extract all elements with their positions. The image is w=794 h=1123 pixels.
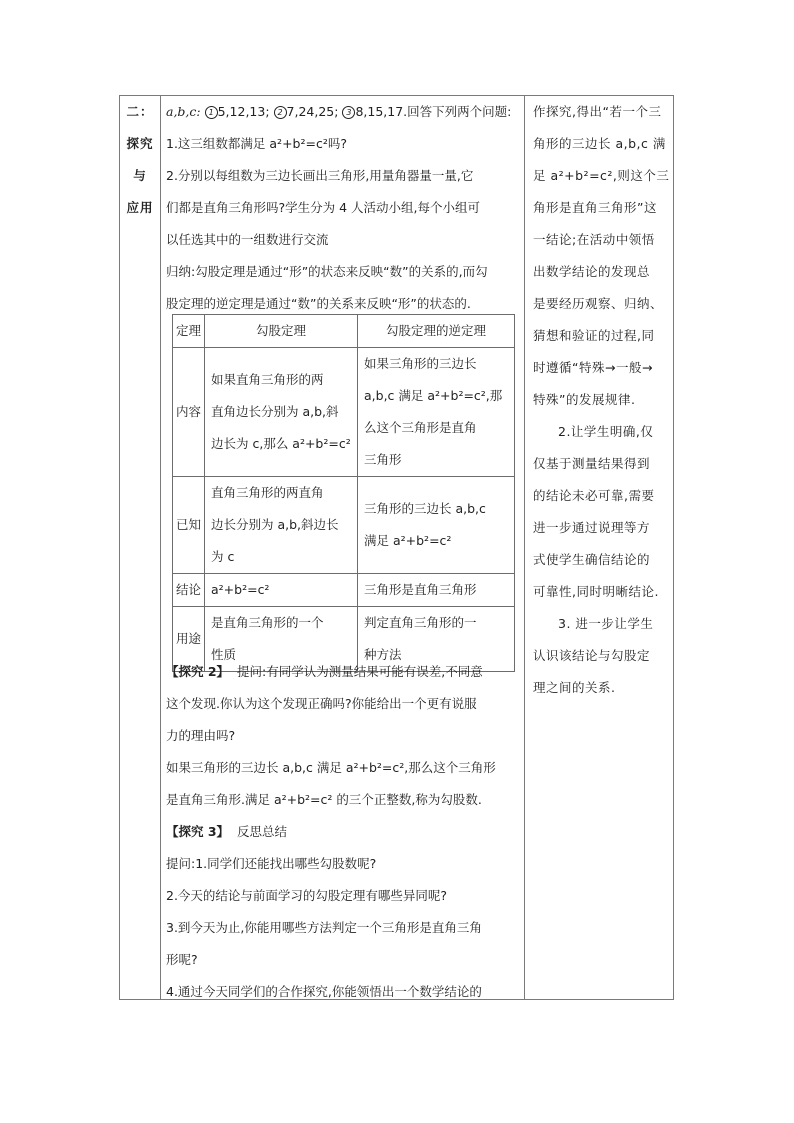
intent-line: 式使学生确信结论的: [533, 552, 651, 567]
cell-line: 性质: [211, 647, 237, 662]
teaching-content-column: [166, 96, 524, 320]
explore-2-text: 提问:有同学认为测量结果可能有误差,不同意: [237, 664, 483, 679]
table-row: [173, 477, 515, 574]
circled-mark: 1: [205, 106, 218, 119]
question-1: 1.这三组数都满足 a²+b²=c²吗?: [166, 136, 347, 151]
cell-line: 边长为 c,那么 a²+b²=c²: [211, 436, 351, 451]
circled-mark: 3: [342, 106, 355, 119]
cell-line: 种方法: [364, 647, 402, 662]
intent-line: 是要经历观察、归纳、: [533, 296, 664, 311]
table-header: 定理: [173, 315, 205, 348]
explore-2-tag: 【探究 2】: [166, 664, 230, 679]
row-label: 结论: [173, 574, 205, 607]
circled-mark: 2: [274, 106, 287, 119]
intent-line: 足 a²+b²=c²,则这个三: [533, 168, 670, 183]
table-cell: [358, 477, 515, 574]
reflection-question: 2.今天的结论与前面学习的勾股定理有哪些异同呢?: [166, 888, 448, 903]
summary-line: 归纳:勾股定理是通过“形”的状态来反映“数”的关系的,而勾: [166, 264, 488, 279]
table-header: 勾股定理的逆定理: [358, 315, 515, 348]
intro-prefix: a,b,c:: [166, 104, 201, 119]
intent-line: 角形是直角三角形”这: [533, 200, 657, 215]
explore-3-title: 反思总结: [237, 824, 288, 839]
cell-line: 三角形是直角三角形: [364, 582, 477, 597]
intent-line: 作探究,得出“若一个三: [533, 104, 662, 119]
number-group: 8,15,17.: [355, 104, 408, 119]
definition-line: 如果三角形的三边长 a,b,c 满足 a²+b²=c²,那么这个三角形: [166, 760, 496, 775]
section-title-char: 应用: [126, 200, 154, 215]
table-cell: [205, 574, 358, 607]
summary-line: 股定理的逆定理是通过“数”的关系来反映“形”的状态的.: [166, 296, 471, 311]
column-divider-left: [160, 95, 161, 1000]
table-cell: [358, 348, 515, 477]
row-label: 内容: [173, 348, 205, 477]
intent-line: 可靠性,同时明晰结论.: [533, 584, 659, 599]
cell-line: a,b,c 满足 a²+b²=c²,那: [364, 388, 503, 403]
design-intent-column: [533, 96, 671, 704]
intent-line: 仅基于测量结果得到: [533, 456, 651, 471]
intent-line: 特殊”的发展规律.: [533, 392, 636, 407]
reflection-question: 形呢?: [166, 952, 198, 967]
row-label: 已知: [173, 477, 205, 574]
intent-line: 出数学结论的发现总: [533, 264, 651, 279]
table-header: 勾股定理: [205, 315, 358, 348]
table-cell: [205, 477, 358, 574]
intent-line: 角形的三边长 a,b,c 满: [533, 136, 666, 151]
number-group: 5,12,13;: [217, 104, 270, 119]
row-label: 用途: [173, 607, 205, 672]
cell-line: 直角三角形的两直角: [211, 485, 324, 500]
explore-2-line: 这个发现.你认为这个发现正确吗?你能给出一个更有说服: [166, 696, 477, 711]
section-title-char: 与: [133, 168, 147, 183]
intent-line: 理之间的关系.: [533, 680, 616, 695]
theorem-comparison-table: [172, 314, 515, 672]
cell-line: a²+b²=c²: [211, 582, 270, 597]
cell-line: 如果三角形的三边长: [364, 356, 477, 371]
intent-line: 的结论未必可靠,需要: [533, 488, 655, 503]
table-row: [173, 574, 515, 607]
section-title-char: 探究: [126, 136, 154, 151]
question-2-line: 们都是直角三角形吗?学生分为 4 人活动小组,每个小组可: [166, 200, 481, 215]
cell-line: 边长分别为 a,b,斜边长: [211, 517, 339, 532]
cell-line: 为 c: [211, 549, 235, 564]
table-row: [173, 348, 515, 477]
section-heading-column: [120, 96, 160, 224]
cell-line: 么这个三角形是直角: [364, 420, 477, 435]
cell-line: 满足 a²+b²=c²: [364, 533, 452, 548]
intent-line: 认识该结论与勾股定: [533, 648, 651, 663]
cell-line: 判定直角三角形的一: [364, 615, 477, 630]
intro-suffix: 回答下列两个问题:: [407, 104, 512, 119]
explore-3-line: [166, 816, 524, 848]
question-2-line: 以任选其中的一组数进行交流: [166, 232, 329, 247]
intent-line: 猜想和验证的过程,同: [533, 328, 655, 343]
explore-3-tag: 【探究 3】: [166, 824, 230, 839]
table-cell: [358, 574, 515, 607]
column-divider-right: [524, 95, 525, 1000]
intro-line: [166, 96, 524, 128]
cell-line: 是直角三角形的一个: [211, 615, 324, 630]
cell-line: 如果直角三角形的两: [211, 372, 324, 387]
intent-line: 时遵循“特殊→一般→: [533, 360, 653, 375]
reflection-question: 提问:1.同学们还能找出哪些勾股数呢?: [166, 856, 377, 871]
reflection-question: 4.通过今天同学们的合作探究,你能领悟出一个数学结论的: [166, 984, 482, 999]
section-number: 二：: [126, 104, 154, 119]
table-header-row: [173, 315, 515, 348]
reflection-question: 3.到今天为止,你能用哪些方法判定一个三角形是直角三角: [166, 920, 482, 935]
exploration-content: [166, 656, 524, 1008]
definition-line: 是直角三角形.满足 a²+b²=c² 的三个正整数,称为勾股数.: [166, 792, 482, 807]
intent-line: 进一步通过说理等方: [533, 520, 651, 535]
intent-line: 3. 进一步让学生: [558, 616, 654, 631]
cell-line: 三角形的三边长 a,b,c: [364, 501, 486, 516]
explore-2-line: [166, 656, 524, 688]
intent-line: 2.让学生明确,仅: [558, 424, 654, 439]
cell-line: 三角形: [364, 452, 402, 467]
cell-line: 直角边长分别为 a,b,斜: [211, 404, 339, 419]
question-2-line: 2.分别以每组数为三边长画出三角形,用量角器量一量,它: [166, 168, 474, 183]
number-group: 7,24,25;: [286, 104, 339, 119]
explore-2-line: 力的理由吗?: [166, 728, 236, 743]
intent-line: 一结论;在活动中领悟: [533, 232, 655, 247]
table-cell: [205, 348, 358, 477]
